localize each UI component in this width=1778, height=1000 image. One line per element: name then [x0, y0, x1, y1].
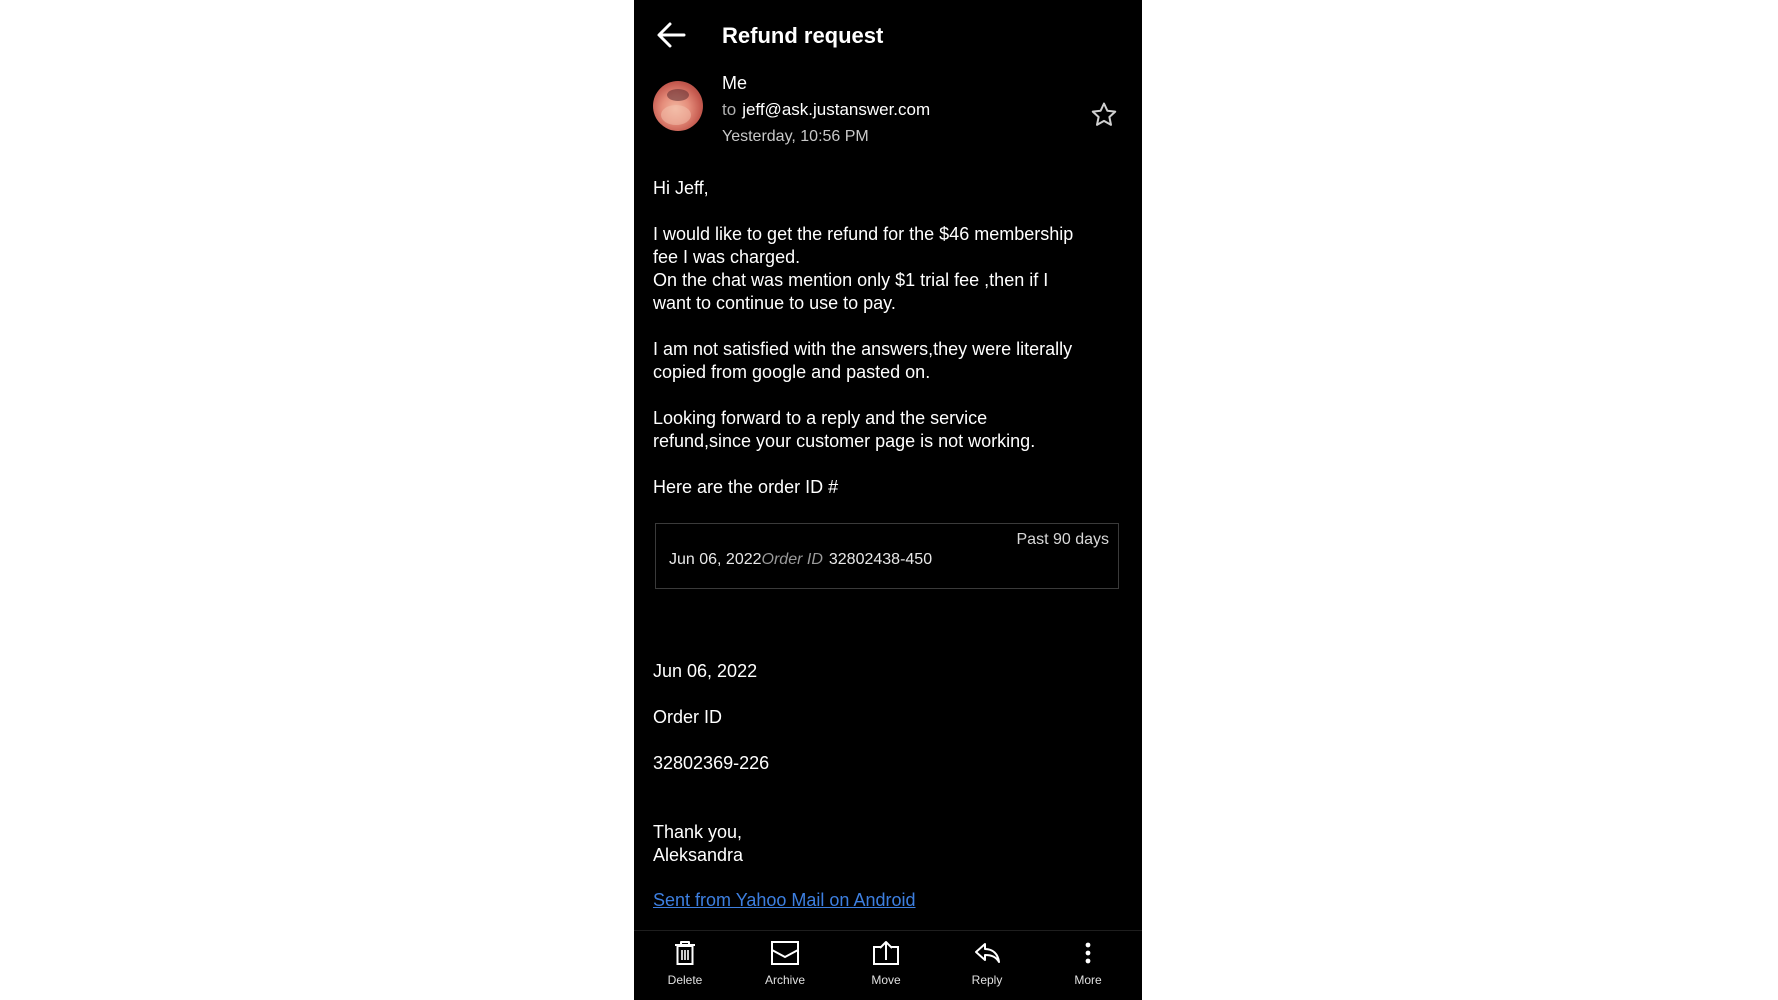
signoff: Thank you,	[653, 822, 743, 842]
archive-icon	[770, 939, 800, 967]
greeting: Hi Jeff,	[653, 178, 709, 198]
body-line: I would like to get the refund for the $46 membership	[653, 224, 1074, 244]
body-line: fee I was charged.	[653, 247, 801, 267]
delete-label: Delete	[667, 973, 703, 987]
more-vertical-icon	[1074, 939, 1102, 967]
yahoo-mail-link[interactable]: Sent from Yahoo Mail on Android	[653, 890, 916, 910]
to-prefix: to	[722, 100, 737, 119]
archive-label: Archive	[764, 973, 805, 987]
recipient-line	[722, 99, 930, 121]
star-button[interactable]	[1089, 100, 1119, 130]
body-line: refund,since your customer page is not working.	[653, 431, 1036, 451]
more-button[interactable]	[1048, 939, 1128, 995]
reply-label: Reply	[971, 973, 1003, 987]
body-line: Looking forward to a reply and the service	[653, 408, 988, 428]
signoff-block	[653, 821, 1123, 867]
more-label: More	[1074, 973, 1102, 987]
body-line: I am not satisfied with the answers,they were literally	[653, 339, 1073, 359]
page-title: Refund request	[722, 23, 884, 48]
order-row	[669, 550, 932, 570]
body-line: copied from google and pasted on.	[653, 362, 931, 382]
signature: Aleksandra	[653, 845, 744, 865]
sender-name[interactable]: Me	[722, 73, 748, 93]
move-button[interactable]	[846, 939, 926, 995]
body-line: On the chat was mention only $1 trial fee ,then if I	[653, 270, 1049, 290]
body-paragraph-2	[653, 338, 1123, 384]
body-line: want to continue to use to pay.	[653, 293, 896, 313]
order-summary-box	[655, 523, 1119, 589]
body-paragraph-4: Here are the order ID #	[653, 477, 839, 497]
header-bar	[634, 0, 1142, 70]
reply-button[interactable]	[947, 939, 1027, 995]
second-order-id: 32802369-226	[653, 753, 770, 773]
archive-button[interactable]	[745, 939, 825, 995]
reply-icon	[972, 939, 1002, 967]
recipient-email[interactable]: jeff@ask.justanswer.com	[742, 100, 931, 119]
bottom-toolbar	[634, 930, 1142, 1000]
trash-icon	[671, 939, 699, 967]
arrow-left-icon	[654, 20, 688, 50]
timestamp: Yesterday, 10:56 PM	[722, 128, 869, 145]
second-order-label: Order ID	[653, 707, 723, 727]
order-date: Jun 06, 2022	[669, 551, 762, 568]
order-id-label: Order ID	[761, 551, 823, 568]
back-button[interactable]	[654, 20, 688, 50]
order-id-value: 32802438-450	[828, 551, 933, 568]
email-view	[634, 0, 1142, 1000]
delete-button[interactable]	[645, 939, 725, 995]
move-icon	[871, 939, 901, 967]
star-icon	[1089, 100, 1119, 130]
body-paragraph-1	[653, 223, 1123, 315]
move-label: Move	[871, 973, 901, 987]
avatar[interactable]	[653, 81, 703, 131]
order-period: Past 90 days	[1016, 531, 1109, 548]
second-order-date: Jun 06, 2022	[653, 661, 758, 681]
body-paragraph-3	[653, 407, 1123, 453]
